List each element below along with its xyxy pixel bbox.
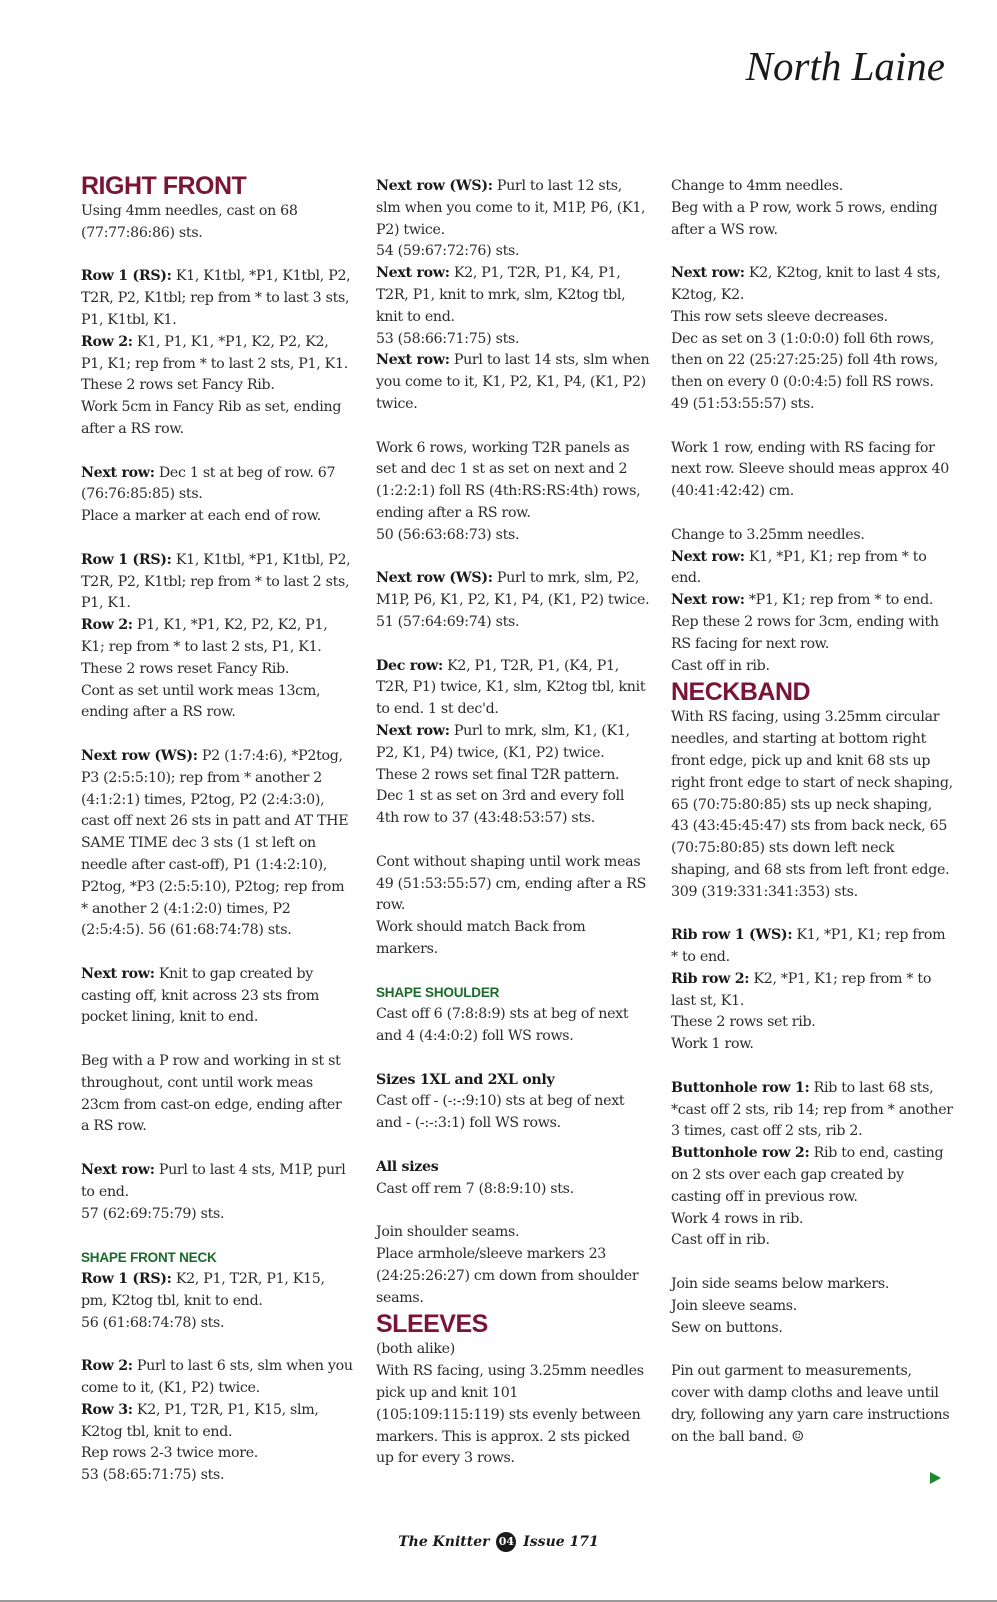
row-label: Rib row 2: (671, 970, 750, 987)
instruction-text: 54 (59:67:72:76) sts. (376, 243, 520, 260)
instruction-text: K1, K1tbl, *P1, K1tbl, P2, T2R, P2, K1tbl; rep from * to last 2 sts, P1, K1. (81, 551, 351, 612)
instruction-text: 309 (319:331:341:353) sts. (671, 883, 858, 900)
instruction-paragraph (81, 1269, 353, 1313)
row-label: Row 3: (81, 1401, 133, 1418)
column-1 (81, 171, 353, 1487)
paragraph-spacer (81, 1138, 353, 1160)
column-3 (671, 176, 953, 1448)
instruction-text: Place armhole/sleeve markers 23 (24:25:26:27) cm down from shoulder seams. (376, 1246, 639, 1306)
row-label: Next row (WS): (81, 747, 198, 764)
instruction-paragraph (81, 463, 353, 507)
instruction-text: Pin out garment to measurements, cover with damp cloths and leave until dry, following any yarn care instructions on the ball band. ☺ (671, 1363, 950, 1445)
instruction-text: These 2 rows set Fancy Rib. (81, 377, 275, 394)
row-label: Next row: (671, 265, 745, 282)
subsection-heading: SHAPE SHOULDER (376, 985, 500, 1001)
instruction-text: Purl to mrk, slm, P2, M1P, P6, K1, P2, K1, P4, (K1, P2) twice. (376, 570, 650, 609)
instruction-text: Cont as set until work meas 13cm, ending after a RS row. (81, 682, 321, 721)
instruction-text: 53 (58:66:71:75) sts. (376, 330, 520, 347)
row-label: Rib row 1 (WS): (671, 927, 793, 944)
instruction-paragraph (376, 656, 650, 721)
row-label: Next row: (376, 352, 450, 369)
instruction-paragraph (671, 1274, 953, 1296)
instruction-paragraph (376, 1004, 650, 1048)
row-label: All sizes (376, 1158, 439, 1175)
instruction-paragraph (671, 263, 953, 307)
instruction-text: K2, *P1, K1; rep from * to last st, K1. (671, 970, 932, 1009)
instruction-text: K2, P1, T2R, P1, K4, P1, T2R, P1, knit to mrk, slm, K2tog tbl, knit to end. (376, 265, 626, 325)
instruction-text: With RS facing, using 3.25mm circular needles, and starting at bottom right front edge, pick up and knit 68 sts up right front edge to start of neck shaping, 65 (70:75:80:85) sts up neck shaping, 43 (43:45:45:47) sts from back neck, 65 (70:75:80:85) sts down left neck shaping, and 68 sts from left front edge. (671, 709, 953, 878)
instruction-paragraph (81, 615, 353, 659)
instruction-text: Join shoulder seams. (376, 1224, 520, 1241)
instruction-text: Cont without shaping until work meas 49 (51:53:55:57) cm, ending after a RS row. (376, 853, 647, 914)
instruction-text: Cast off in rib. (671, 1232, 770, 1249)
paragraph-spacer (376, 1048, 650, 1070)
paragraph-spacer (81, 1029, 353, 1051)
instruction-paragraph (376, 525, 650, 547)
instruction-text: 50 (56:63:68:73) sts. (376, 526, 520, 543)
paragraph-spacer (671, 503, 953, 525)
paragraph-spacer (376, 1200, 650, 1222)
instruction-paragraph (671, 1230, 953, 1252)
instruction-text: Knit to gap created by casting off, knit across 23 sts from pocket lining, knit to end. (81, 965, 320, 1026)
instruction-paragraph (671, 969, 953, 1013)
instruction-paragraph (376, 1361, 650, 1470)
instruction-paragraph (671, 590, 953, 612)
row-label: Row 1 (RS): (81, 1271, 172, 1288)
instruction-text: *P1, K1; rep from * to end. (744, 592, 934, 609)
paragraph-spacer (81, 245, 353, 267)
instruction-text: Rib to last 68 sts, *cast off 2 sts, rib 14; rep from * another 3 times, cast off 2 sts, rib 2. (671, 1079, 953, 1140)
instruction-text: This row sets sleeve decreases. (671, 308, 888, 325)
row-label: Row 2: (81, 333, 133, 350)
instruction-text: Work 1 row. (671, 1036, 754, 1053)
instruction-paragraph (81, 550, 353, 615)
instruction-text: Work 4 rows in rib. (671, 1210, 804, 1227)
instruction-text: K2, P1, T2R, P1, (K4, P1, T2R, P1) twice, K1, slm, K2tog tbl, knit to end. 1 st dec'd. (376, 657, 646, 718)
instruction-paragraph (671, 656, 953, 678)
instruction-paragraph (376, 568, 650, 612)
instruction-text: (both alike) (376, 1341, 455, 1358)
instruction-paragraph (671, 1361, 953, 1448)
instruction-text: Purl to last 4 sts, M1P, purl to end. (81, 1162, 346, 1200)
instruction-paragraph (376, 1091, 650, 1135)
row-label: Row 1 (RS): (81, 268, 172, 285)
instruction-paragraph (376, 329, 650, 351)
instruction-paragraph (81, 746, 353, 942)
instruction-paragraph (671, 1012, 953, 1034)
paragraph-spacer (376, 547, 650, 569)
paragraph-spacer (671, 904, 953, 926)
instruction-paragraph (81, 201, 353, 245)
paragraph-spacer (81, 528, 353, 550)
row-label: Next row (WS): (376, 178, 493, 194)
instruction-paragraph (671, 525, 953, 547)
paragraph-spacer (81, 1334, 353, 1356)
instruction-text: With RS facing, using 3.25mm needles pick up and knit 101 (105:109:115:119) sts evenly between markers. This is approx. 2 sts picked up for every 3 rows. (376, 1363, 644, 1467)
page-title: North Laine (745, 43, 945, 89)
paragraph-spacer (376, 416, 650, 438)
instruction-paragraph (671, 1318, 953, 1340)
instruction-paragraph (81, 1313, 353, 1335)
instruction-paragraph (671, 882, 953, 904)
instruction-text: K1, *P1, K1; rep from * to end. (671, 927, 946, 966)
instruction-paragraph (671, 1078, 953, 1143)
instruction-paragraph (376, 765, 650, 787)
instruction-text: Purl to mrk, slm, K1, (K1, P2, K1, P4) twice, (K1, P2) twice. (376, 722, 630, 761)
instruction-text: Work 5cm in Fancy Rib as set, ending after a RS row. (81, 399, 342, 437)
instruction-text: K1, P1, K1, *P1, K2, P2, K2, P1, K1; rep from * to last 2 sts, P1, K1. (81, 333, 348, 372)
row-label: Next row: (376, 722, 450, 739)
instruction-text: Cast off rem 7 (8:8:9:10) sts. (376, 1180, 574, 1197)
instruction-text: These 2 rows set final T2R pattern. (376, 766, 620, 783)
instruction-text: 57 (62:69:75:79) sts. (81, 1205, 225, 1222)
instruction-paragraph (376, 263, 650, 328)
instruction-paragraph (376, 1244, 650, 1309)
instruction-paragraph (81, 266, 353, 331)
instruction-paragraph (81, 506, 353, 528)
instruction-text: Work 6 rows, working T2R panels as set and dec 1 st as set on next and 2 (1:2:2:1) foll RS (4th:RS:RS:4th) rows, ending after a RS row. (376, 439, 641, 521)
instruction-text: Cast off 6 (7:8:8:9) sts at beg of next and 4 (4:4:0:2) foll WS rows. (376, 1006, 629, 1045)
instruction-text: Using 4mm needles, cast on 68 (77:77:86:86) sts. (81, 203, 298, 241)
instruction-paragraph (81, 375, 353, 397)
instruction-paragraph (376, 438, 650, 525)
instruction-paragraph (671, 707, 953, 881)
paragraph-spacer (671, 416, 953, 438)
instruction-text: Dec 1 st at beg of row. 67 (76:76:85:85) sts. (81, 464, 336, 503)
instruction-paragraph (376, 786, 650, 830)
instruction-paragraph (671, 925, 953, 969)
row-label: Buttonhole row 2: (671, 1145, 810, 1162)
instruction-paragraph (671, 1034, 953, 1056)
instruction-text: Work 1 row, ending with RS facing for next row. Sleeve should meas approx 40 (40:41:42:42) cm. (671, 439, 949, 500)
instruction-text: Cast off - (-:-:9:10) sts at beg of next and - (-:-:3:1) foll WS rows. (376, 1093, 625, 1132)
paragraph-spacer (671, 1252, 953, 1274)
instruction-text: Dec as set on 3 (1:0:0:0) foll 6th rows, then on 22 (25:27:25:25) foll 4th rows, then on every 0 (0:0:4:5) foll RS rows. 49 (51:53:55:57) sts. (671, 330, 939, 412)
instruction-paragraph (671, 307, 953, 329)
instruction-text: Work should match Back from markers. (376, 919, 586, 957)
row-label: Sizes 1XL and 2XL only (376, 1071, 555, 1088)
instruction-text: K1, K1tbl, *P1, K1tbl, P2, T2R, P2, K1tbl; rep from * to last 3 sts, P1, K1tbl, K1. (81, 268, 351, 328)
instruction-paragraph (671, 547, 953, 591)
instruction-paragraph (81, 964, 353, 1029)
instruction-text: Join side seams below markers. (671, 1276, 890, 1293)
paragraph-spacer (671, 1056, 953, 1078)
row-label: Next row: (81, 464, 155, 481)
paragraph-spacer (81, 724, 353, 746)
instruction-text: These 2 rows reset Fancy Rib. (81, 660, 290, 677)
instruction-text: Purl to last 6 sts, slm when you come to it, (K1, P2) twice. (81, 1358, 353, 1397)
page-number: 04 (496, 1532, 516, 1552)
instruction-paragraph (81, 397, 353, 441)
instruction-paragraph (671, 329, 953, 416)
instruction-paragraph (81, 1051, 353, 1138)
instruction-text: Join sleeve seams. (671, 1297, 797, 1314)
instruction-paragraph (671, 176, 953, 198)
paragraph-spacer (671, 241, 953, 263)
instruction-text: Rep rows 2-3 twice more. (81, 1445, 259, 1462)
row-label: Dec row: (376, 657, 443, 674)
instruction-text: K2, P1, T2R, P1, K15, pm, K2tog tbl, knit to end. (81, 1271, 325, 1309)
instruction-paragraph (81, 681, 353, 725)
row-label: Next row: (671, 548, 745, 565)
row-label: Next row: (81, 965, 155, 982)
instruction-paragraph (376, 721, 650, 765)
section-heading: RIGHT FRONT (81, 172, 247, 200)
subsection-heading: SHAPE FRONT NECK (81, 1250, 217, 1266)
paragraph-spacer (81, 441, 353, 463)
continue-arrow-icon (930, 1472, 941, 1484)
instruction-text: K2, K2tog, knit to last 4 sts, K2tog, K2. (671, 265, 941, 303)
row-label: Buttonhole row 1: (671, 1079, 810, 1096)
instruction-paragraph (81, 1356, 353, 1400)
row-label: Row 2: (81, 617, 133, 634)
instruction-text: P2 (1:7:4:6), *P2tog, P3 (2:5:5:10); rep from * another 2 (4:1:2:1) times, P2tog, P2 (2:4:3:0), cast off next 26 sts in patt and AT THE SAME TIME dec 3 sts (1 st left on needle after cast-off), P1 (1:4:2:10), P2tog, *P3 (2:5:5:10), P2tog; rep from * another 2 (4:1:2:0) times, P2 (2:5:4:5). 56 (61:68:74:78) sts. (81, 747, 349, 939)
paragraph-spacer (81, 1225, 353, 1247)
paragraph-spacer (376, 961, 650, 983)
instruction-text: Purl to last 14 sts, slm when you come to it, K1, P2, K1, P4, (K1, P2) twice. (376, 352, 650, 412)
instruction-paragraph (376, 1157, 650, 1179)
instruction-text: Rep these 2 rows for 3cm, ending with RS facing for next row. (671, 613, 939, 652)
instruction-paragraph (376, 612, 650, 634)
instruction-text: K1, *P1, K1; rep from * to end. (671, 548, 927, 587)
instruction-paragraph (671, 1296, 953, 1318)
instruction-paragraph (376, 350, 650, 415)
paragraph-spacer (376, 634, 650, 656)
instruction-text: P1, K1, *P1, K2, P2, K2, P1, K1; rep from * to last 2 sts, P1, K1. (81, 617, 328, 655)
instruction-paragraph (671, 1143, 953, 1208)
instruction-text: Cast off in rib. (671, 657, 770, 674)
instruction-paragraph (671, 438, 953, 503)
section-heading: SLEEVES (376, 1310, 488, 1339)
instruction-paragraph (376, 1339, 650, 1361)
paragraph-spacer (671, 1339, 953, 1361)
instruction-paragraph (376, 1222, 650, 1244)
instruction-text: Beg with a P row, work 5 rows, ending after a WS row. (671, 199, 938, 238)
instruction-text: Beg with a P row and working in st st throughout, cont until work meas 23cm from cast-on edge, ending after a RS row. (81, 1053, 342, 1135)
paragraph-spacer (376, 1135, 650, 1157)
instruction-paragraph (81, 1465, 353, 1487)
instruction-paragraph (81, 1204, 353, 1226)
instruction-paragraph (671, 1209, 953, 1231)
row-label: Next row: (671, 592, 745, 609)
issue-number: Issue 171 (523, 1534, 599, 1550)
column-2 (376, 176, 650, 1470)
instruction-paragraph (376, 1179, 650, 1201)
instruction-paragraph (671, 612, 953, 656)
instruction-paragraph (376, 852, 650, 917)
instruction-text: 53 (58:65:71:75) sts. (81, 1467, 225, 1484)
instruction-text: Change to 3.25mm needles. (671, 526, 865, 543)
instruction-paragraph (376, 176, 650, 241)
row-label: Next row: (81, 1162, 155, 1179)
instruction-paragraph (81, 1400, 353, 1444)
page-footer (0, 1532, 997, 1552)
instruction-text: Place a marker at each end of row. (81, 508, 321, 525)
instruction-text: Purl to last 12 sts, slm when you come to it, M1P, P6, (K1, P2) twice. (376, 178, 646, 238)
instruction-text: These 2 rows set rib. (671, 1014, 816, 1031)
paragraph-spacer (81, 942, 353, 964)
instruction-paragraph (376, 1070, 650, 1092)
row-label: Next row: (376, 265, 450, 282)
instruction-text: Change to 4mm needles. (671, 178, 843, 194)
instruction-paragraph (376, 241, 650, 263)
paragraph-spacer (376, 830, 650, 852)
instruction-paragraph (376, 917, 650, 961)
instruction-text: K2, P1, T2R, P1, K15, slm, K2tog tbl, knit to end. (81, 1401, 319, 1440)
row-label: Row 2: (81, 1358, 133, 1375)
instruction-text: 56 (61:68:74:78) sts. (81, 1314, 225, 1331)
row-label: Next row (WS): (376, 570, 493, 587)
instruction-text: Sew on buttons. (671, 1319, 783, 1336)
instruction-text: 51 (57:64:69:74) sts. (376, 613, 520, 630)
instruction-paragraph (81, 1443, 353, 1465)
section-heading: NECKBAND (671, 678, 811, 707)
row-label: Row 1 (RS): (81, 551, 172, 568)
magazine-name: The Knitter (398, 1534, 490, 1550)
instruction-paragraph (81, 1160, 353, 1204)
instruction-paragraph (671, 198, 953, 242)
instruction-paragraph (81, 332, 353, 376)
instruction-text: Rib to end, casting on 2 sts over each gap created by casting off in previous row. (671, 1145, 944, 1205)
instruction-paragraph (81, 659, 353, 681)
instruction-text: Dec 1 st as set on 3rd and every foll 4th row to 37 (43:48:53:57) sts. (376, 788, 625, 827)
